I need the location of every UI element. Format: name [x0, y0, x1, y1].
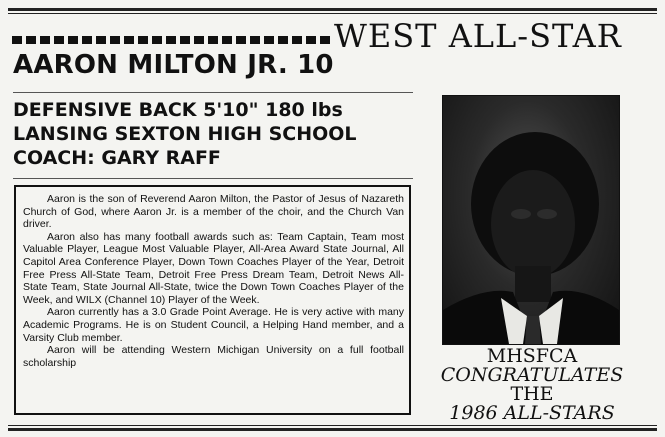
dashed-rule [12, 36, 330, 44]
divider-lower [13, 178, 413, 179]
bio-paragraph: Aaron is the son of Reverend Aaron Milton, the Pastor of Jesus of Nazareth Church of God, where Aaron Jr. is a member of the choir, and the Church Van driver. [23, 193, 404, 231]
divider-upper [13, 92, 413, 93]
coach-line: COACH: GARY RAFF [13, 147, 221, 169]
school-line: LANSING SEXTON HIGH SCHOOL [13, 123, 357, 145]
position-size-line: DEFENSIVE BACK 5'10" 180 lbs [13, 99, 343, 121]
caption-line-3: THE [510, 383, 554, 405]
bottom-border-thick [8, 428, 657, 431]
player-info [13, 98, 357, 170]
biography-box [14, 185, 411, 415]
bio-paragraph: Aaron also has many football awards such as: Team Captain, Team most Valuable Player, League Most Valuable Player, All-Area Award State Journal, All Capitol Area Conference Player, Down Town Coaches Player of the Year, Detroit Free Press All-State Team, Detroit Free Press Dream Team, Detroit News All-State Team, State Journal All-State, twice the Down Town Coaches Player of the Week, and WILX (Channel 10) Player of the Week. [23, 230, 404, 306]
congratulations-caption [428, 347, 636, 423]
player-portrait-photo [442, 95, 620, 345]
caption-line-1: MHSFCA [486, 345, 578, 367]
caption-line-4: 1986 ALL-STARS [449, 402, 615, 424]
player-name: AARON MILTON JR. 10 [13, 50, 334, 80]
portrait-silhouette [443, 96, 619, 344]
top-border-thick [8, 8, 657, 11]
banner-title: WEST ALL-STAR [334, 17, 622, 55]
bottom-border-thin [8, 425, 657, 426]
top-border-thin [8, 13, 657, 14]
bio-paragraph: Aaron currently has a 3.0 Grade Point Average. He is very active with many Academic Programs. He is on Student Council, a Helping Hand member, and a Varsity Club member. [23, 306, 404, 344]
caption-line-2: CONGRATULATES [440, 364, 624, 386]
bio-paragraph: Aaron will be attending Western Michigan University on a full football scholarship [23, 344, 404, 369]
